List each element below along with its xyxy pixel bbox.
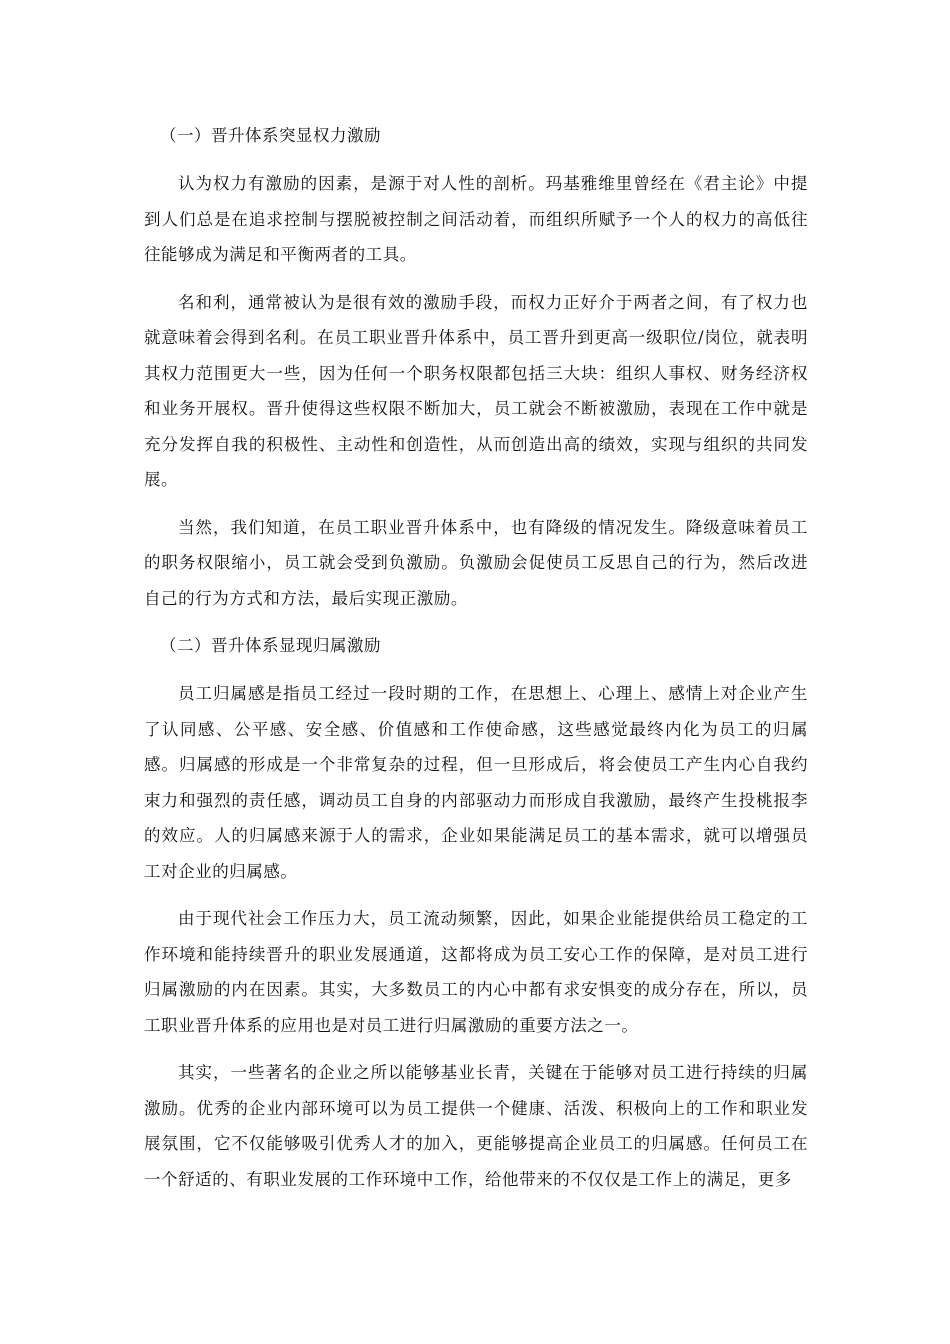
paragraph: 认为权力有激励的因素，是源于对人性的剖析。玛基雅维里曾经在《君主论》中提到人们总是在追求控制与摆脱被控制之间活动着，而组织所赋予一个人的权力的高低往往能够成为满足和平衡两者的工具。 xyxy=(144,174,808,264)
paragraph: 由于现代社会工作压力大，员工流动频繁，因此，如果企业能提供给员工稳定的工作环境和能持续晋升的职业发展通道，这都将成为员工安心工作的保障，是对员工进行归属激励的内在因素。其实，大多数员工的内心中都有求安惧变的成分存在，所以，员工职业晋升体系的应用也是对员工进行归属激励的重要方法之一。 xyxy=(144,909,808,1035)
paragraph: 名和利，通常被认为是很有效的激励手段，而权力正好介于两者之间，有了权力也就意味着会得到名利。在员工职业晋升体系中，员工晋升到更高一级职位/岗位，就表明其权力范围更大一些，因为任何一个职务权限都包括三大块：组织人事权、财务经济权和业务开展权。晋升使得这些权限不断加大，员工就会不断被激励，表现在工作中就是充分发挥自我的积极性、主动性和创造性，从而创造出高的绩效，实现与组织的共同发展。 xyxy=(144,292,808,489)
document-body xyxy=(144,118,808,1209)
paragraph: 其实，一些著名的企业之所以能够基业长青，关键在于能够对员工进行持续的归属激励。优秀的企业内部环境可以为员工提供一个健康、活泼、积极向上的工作和职业发展氛围，它不仅能够吸引优秀人才的加入，更能够提高企业员工的归属感。任何员工在一个舒适的、有职业发展的工作环境中工作，给他带来的不仅仅是工作上的满足，更多 xyxy=(144,1063,808,1189)
section-heading-promotion-belonging: （二）晋升体系显现归属激励 xyxy=(160,636,381,655)
section-heading-promotion-power: （一）晋升体系突显权力激励 xyxy=(160,126,381,145)
paragraph: 员工归属感是指员工经过一段时期的工作，在思想上、心理上、感情上对企业产生了认同感、公平感、安全感、价值感和工作使命感，这些感觉最终内化为员工的归属感。归属感的形成是一个非常复杂的过程，但一旦形成后，将会使员工产生内心自我约束力和强烈的责任感，调动员工自身的内部驱动力而形成自我激励，最终产生投桃报李的效应。人的归属感来源于人的需求，企业如果能满足员工的基本需求，就可以增强员工对企业的归属感。 xyxy=(144,684,808,881)
paragraph: 当然，我们知道，在员工职业晋升体系中，也有降级的情况发生。降级意味着员工的职务权限缩小，员工就会受到负激励。负激励会促使员工反思自己的行为，然后改进自己的行为方式和方法，最后实现正激励。 xyxy=(144,517,808,608)
